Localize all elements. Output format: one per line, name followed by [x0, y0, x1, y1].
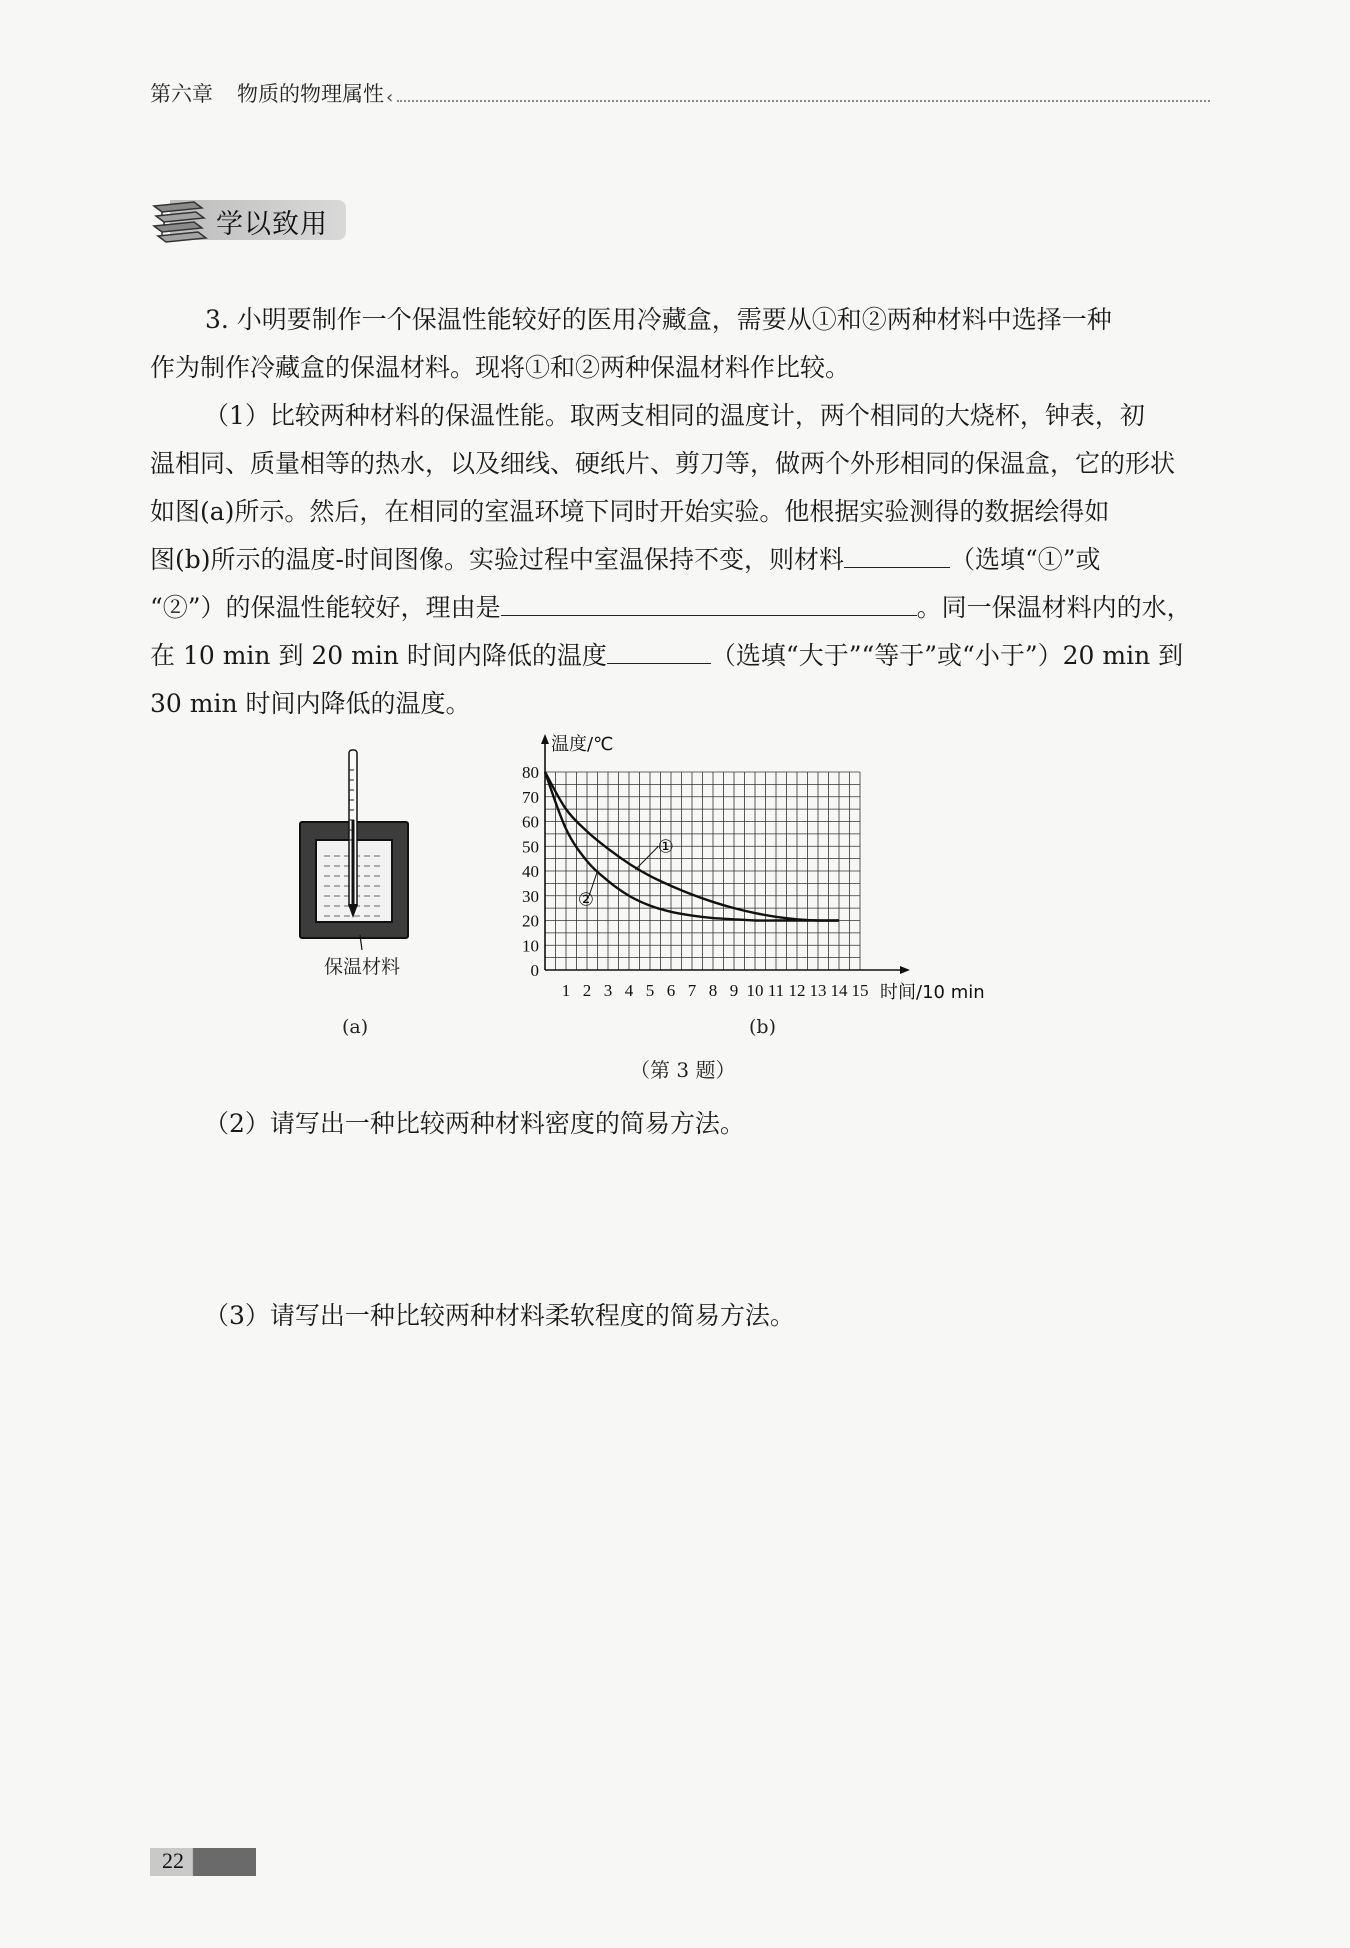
- y-axis-label: 温度/℃: [551, 734, 614, 755]
- series-label-2: ②: [577, 889, 595, 911]
- y-tick-label: 60: [522, 812, 539, 832]
- x-tick-label: 13: [809, 981, 827, 1000]
- y-tick-label: 40: [522, 862, 539, 881]
- x-tick-label: 4: [624, 981, 634, 1000]
- y-tick-label: 50: [522, 837, 539, 857]
- temperature-time-chart: [495, 730, 1075, 1010]
- q1-line-5: [150, 584, 1210, 632]
- q1-line-2: 温相同、质量相等的热水，以及细线、硬纸片、剪刀等，做两个外形相同的保温盒，它的形状: [150, 449, 1176, 478]
- x-tick-label: 3: [603, 981, 613, 1000]
- q1-line-4: [150, 536, 1210, 584]
- question-2: [150, 1100, 1210, 1148]
- y-tick-label: 80: [522, 763, 539, 782]
- q1-line-5a: “②”）的保温性能较好，理由是: [150, 593, 501, 622]
- figure-a-caption: (a): [342, 1016, 369, 1038]
- q1-line-4b: （选填“①”或: [949, 545, 1101, 574]
- x-tick-label: 10: [746, 981, 764, 1000]
- answer-blank-reason[interactable]: [501, 585, 917, 616]
- answer-blank-material[interactable]: [844, 537, 950, 568]
- x-axis-label: 时间/10 min: [880, 982, 985, 1003]
- figure-a-insulated-box: [290, 740, 430, 980]
- figure-b-caption: (b): [749, 1016, 776, 1038]
- x-tick-label: 12: [788, 981, 806, 1000]
- y-axis-arrow: [541, 734, 549, 744]
- books-icon: [150, 196, 210, 246]
- q1-line-1: （1）比较两种材料的保温性能。取两支相同的温度计，两个相同的大烧杯，钟表，初: [204, 401, 1145, 430]
- question-3: [150, 1292, 1210, 1340]
- chevron-left-icon: ‹: [386, 87, 394, 108]
- q1-line-3: 如图(a)所示。然后，在相同的室温环境下同时开始实验。他根据实验测得的数据绘得如: [150, 497, 1110, 526]
- intro-line-2: 作为制作冷藏盒的保温材料。现将①和②两种保温材料作比较。: [150, 353, 851, 382]
- figure-a-label: 保温材料: [324, 956, 401, 978]
- x-tick-label: 1: [561, 981, 571, 1000]
- y-tick-label: 0: [530, 961, 539, 980]
- y-tick-label: 10: [522, 936, 539, 956]
- y-tick-label: 70: [522, 787, 539, 807]
- x-tick-label: 15: [851, 981, 869, 1000]
- figure-caption: （第 3 题）: [630, 1058, 736, 1082]
- y-tick-label: 30: [522, 886, 539, 906]
- chapter-title: 物质的物理属性: [237, 82, 384, 106]
- x-tick-label: 9: [729, 981, 739, 1000]
- x-tick-label: 2: [582, 981, 592, 1000]
- q1-line-6b: （选填“大于”“等于”或“小于”）20 min 到: [710, 641, 1184, 670]
- x-tick-label: 7: [687, 981, 697, 1000]
- x-tick-label: 11: [767, 981, 785, 1000]
- y-tick-label: 20: [522, 911, 539, 931]
- q3-text: （3）请写出一种比较两种材料柔软程度的简易方法。: [204, 1301, 795, 1330]
- q2-text: （2）请写出一种比较两种材料密度的简易方法。: [204, 1109, 745, 1138]
- intro-line-1: 3. 小明要制作一个保温性能较好的医用冷藏盒，需要从①和②两种材料中选择一种: [205, 305, 1112, 334]
- q1-line-6: [150, 632, 1210, 680]
- section-banner: [150, 196, 346, 246]
- q1-line-6a: 在 10 min 到 20 min 时间内降低的温度: [150, 641, 607, 670]
- x-tick-label: 8: [708, 981, 718, 1000]
- section-title: 学以致用: [216, 209, 328, 240]
- header-rule: [397, 100, 1210, 102]
- q1-line-5b: 。同一保温材料内的水，: [916, 593, 1192, 622]
- q1-line-7: 30 min 时间内降低的温度。: [150, 689, 471, 718]
- x-tick-label: 5: [645, 981, 655, 1000]
- page-header: [150, 78, 1210, 108]
- page-number-badge: [150, 1848, 256, 1876]
- series-label-leader-1: [635, 846, 658, 870]
- x-tick-label: 14: [830, 981, 848, 1000]
- problem-intro: [150, 296, 1210, 728]
- x-tick-label: 6: [666, 981, 676, 1000]
- q1-line-4a: 图(b)所示的温度-时间图像。实验过程中室温保持不变，则材料: [150, 545, 844, 574]
- page-number: 22: [162, 1848, 184, 1873]
- series-label-1: ①: [657, 836, 674, 858]
- x-axis-arrow: [900, 966, 910, 974]
- chapter-number: 第六章: [150, 82, 213, 106]
- answer-blank-compare[interactable]: [607, 633, 711, 664]
